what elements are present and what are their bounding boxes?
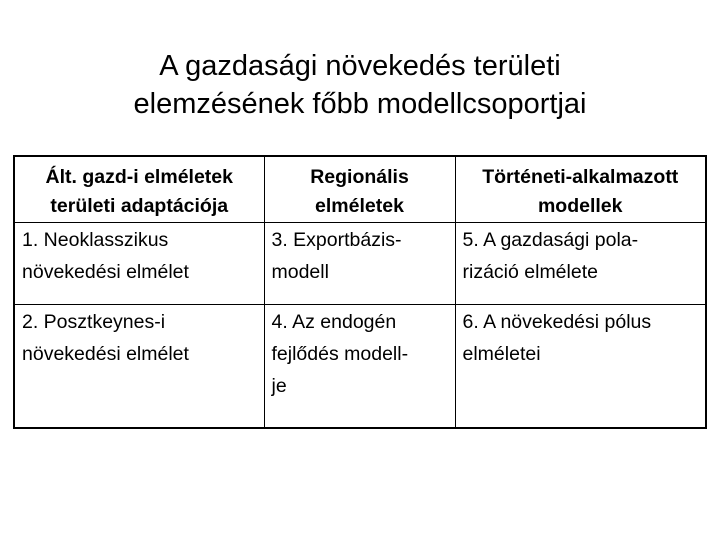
cell-line: je [271, 374, 287, 397]
cell-line: növekedési elmélet [22, 342, 189, 365]
header-line: területi adaptációja [50, 195, 229, 217]
header-line: elméletek [315, 195, 404, 217]
slide-title [60, 47, 660, 123]
header-line: Regionális [310, 166, 409, 188]
cell-line: rizáció elmélete [462, 260, 598, 283]
title-line-1: A gazdasági növekedés területi [159, 50, 561, 83]
header-regional-theories [264, 156, 455, 222]
header-line: Ált. gazd-i elméletek [45, 166, 233, 188]
cell-line: modell [271, 260, 329, 283]
table-row [14, 222, 706, 304]
cell-line: 6. A növekedési pólus [462, 310, 652, 333]
table-cell [264, 304, 455, 428]
header-historical-models [455, 156, 706, 222]
table-header-row [14, 156, 706, 222]
cell-line: 4. Az endogén [271, 310, 397, 333]
table-cell [455, 222, 706, 304]
table-cell [14, 222, 264, 304]
table-cell [14, 304, 264, 428]
header-line: Történeti-alkalmazott [482, 166, 679, 188]
header-line: modellek [537, 195, 623, 217]
cell-line: fejlődés modell- [271, 342, 409, 365]
cell-line: 3. Exportbázis- [271, 228, 402, 251]
cell-line: növekedési elmélet [22, 260, 189, 283]
cell-line: 2. Posztkeynes-i [22, 310, 166, 333]
table-cell [455, 304, 706, 428]
table-cell [264, 222, 455, 304]
model-groups-table [13, 155, 707, 429]
cell-line: 5. A gazdasági pola- [462, 228, 639, 251]
title-line-2: elemzésének főbb modellcsoportjai [133, 88, 587, 121]
cell-line: 1. Neoklasszikus [22, 228, 169, 251]
table-row [14, 304, 706, 428]
header-general-theories [14, 156, 264, 222]
cell-line: elméletei [462, 342, 541, 365]
